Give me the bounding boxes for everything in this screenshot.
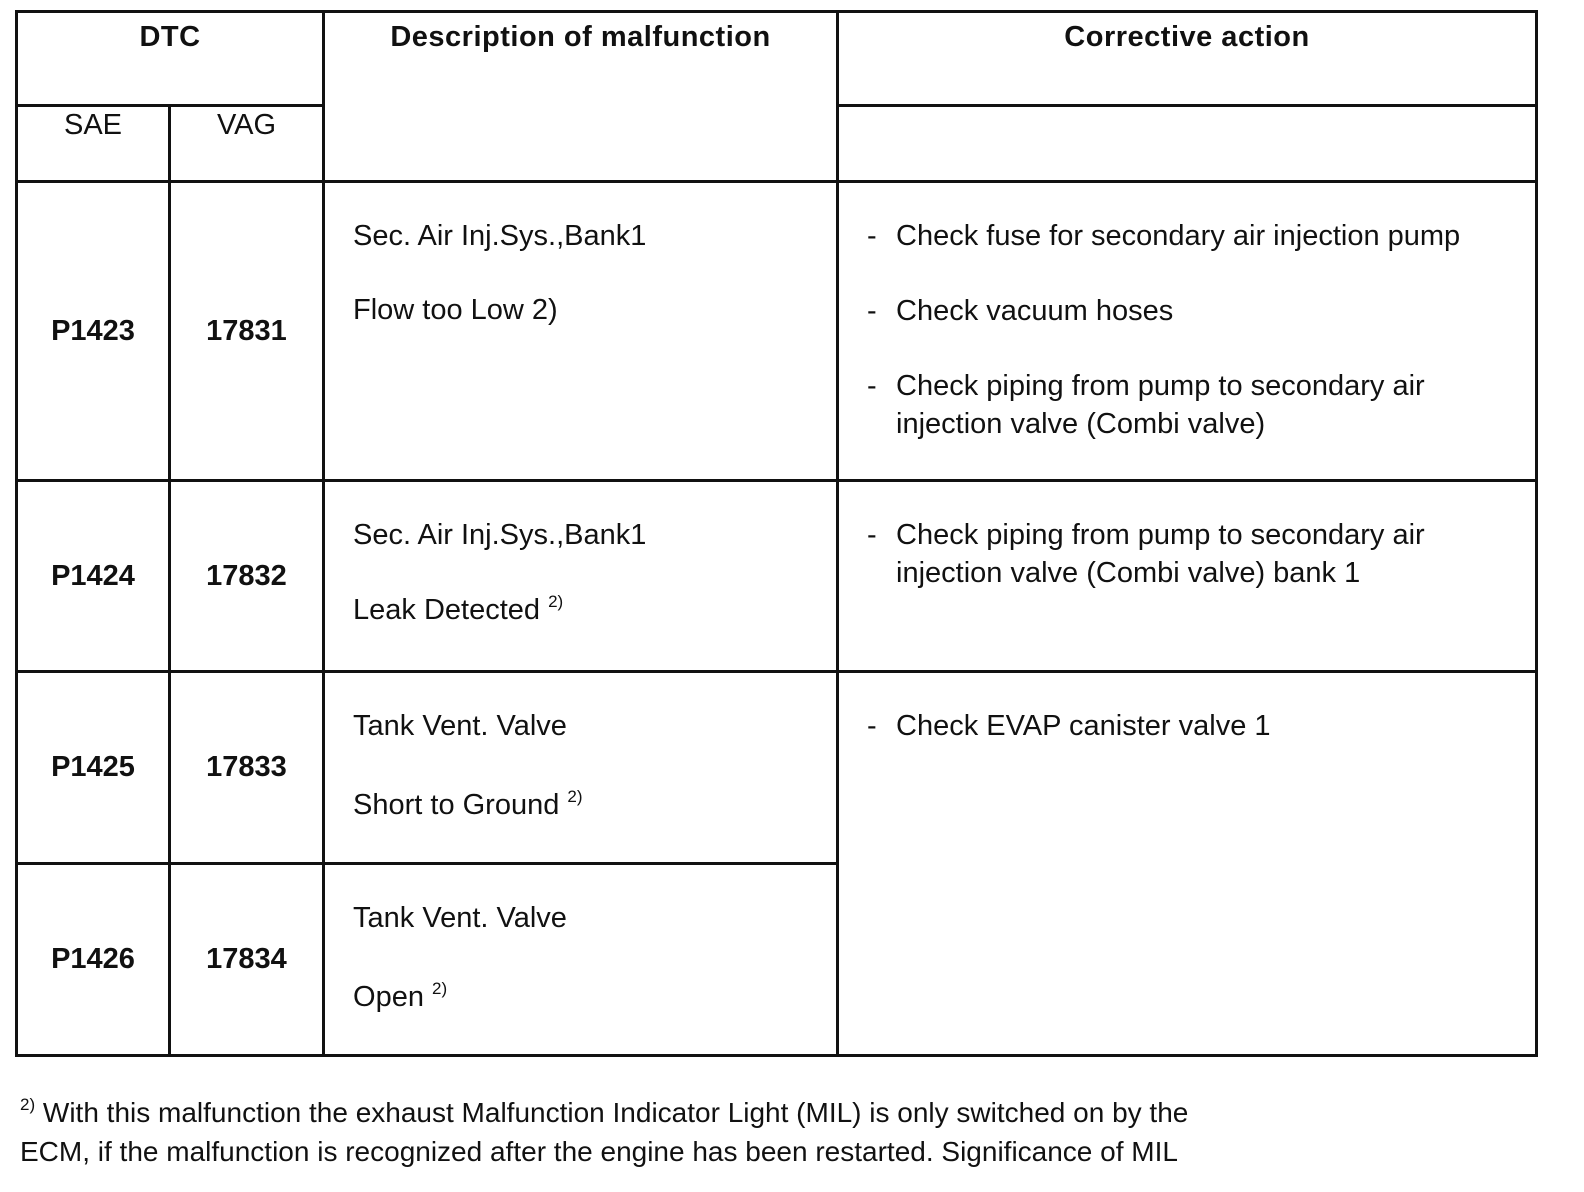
header-row xyxy=(17,12,1537,106)
corrective-action xyxy=(838,672,1537,1056)
description-line: Sec. Air Inj.Sys.,Bank1 xyxy=(353,220,647,252)
dash-bullet: - xyxy=(867,295,877,327)
description-line xyxy=(353,293,836,327)
description-line xyxy=(353,593,836,627)
action-text: Check piping from pump to secondary air injection valve (Combi valve) bank 1 xyxy=(896,519,1425,589)
malfunction-description xyxy=(324,864,838,1056)
header-vag: VAG xyxy=(170,106,324,182)
header-dtc: DTC xyxy=(17,12,324,106)
malfunction-description xyxy=(324,182,838,481)
description-line xyxy=(353,788,836,822)
dash-bullet: - xyxy=(867,710,877,742)
header-action-empty xyxy=(838,106,1537,182)
action-item xyxy=(867,292,1525,330)
description-line: Sec. Air Inj.Sys.,Bank1 xyxy=(353,519,647,551)
header-sae: SAE xyxy=(17,106,170,182)
action-text: Check piping from pump to secondary air injection valve (Combi valve) xyxy=(896,370,1425,440)
description-text: Leak Detected xyxy=(353,594,541,626)
table-row xyxy=(17,182,1537,481)
description-text: Open xyxy=(353,981,424,1013)
action-item xyxy=(867,707,1525,745)
footnote xyxy=(20,1093,1380,1171)
description-line: Tank Vent. Valve xyxy=(353,710,567,742)
dtc-table xyxy=(15,10,1538,1057)
sae-code: P1425 xyxy=(17,672,170,864)
footnote-marker: 2) xyxy=(567,787,583,806)
sae-code: P1424 xyxy=(17,481,170,672)
action-item xyxy=(867,516,1525,592)
dash-bullet: - xyxy=(867,370,877,402)
vag-code: 17834 xyxy=(170,864,324,1056)
dash-bullet: - xyxy=(867,519,877,551)
footnote-marker: 2) xyxy=(548,592,564,611)
corrective-action xyxy=(838,182,1537,481)
footnote-marker: 2) xyxy=(20,1095,36,1114)
sae-code: P1423 xyxy=(17,182,170,481)
header-corrective-action: Corrective action xyxy=(838,12,1537,106)
footnote-text: ECM, if the malfunction is recognized after the engine has been restarted. Significance of MIL xyxy=(20,1136,1178,1167)
dash-bullet: - xyxy=(867,220,877,252)
table-row xyxy=(17,672,1537,864)
vag-code: 17831 xyxy=(170,182,324,481)
action-text: Check fuse for secondary air injection pump xyxy=(896,220,1461,252)
header-description: Description of malfunction xyxy=(324,12,838,182)
action-item xyxy=(867,367,1525,443)
malfunction-description xyxy=(324,481,838,672)
footnote-line xyxy=(20,1097,1188,1128)
action-text: Check vacuum hoses xyxy=(896,295,1174,327)
footnote-text: With this malfunction the exhaust Malfunction Indicator Light (MIL) is only switched on by the xyxy=(42,1097,1189,1128)
description-text: Flow too Low 2) xyxy=(353,294,558,326)
description-text: Short to Ground xyxy=(353,789,560,821)
footnote-marker: 2) xyxy=(432,979,448,998)
description-line: Tank Vent. Valve xyxy=(353,902,567,934)
vag-code: 17832 xyxy=(170,481,324,672)
sae-code: P1426 xyxy=(17,864,170,1056)
description-line xyxy=(353,980,836,1014)
table-row xyxy=(17,481,1537,672)
corrective-action xyxy=(838,481,1537,672)
action-item xyxy=(867,217,1525,255)
vag-code: 17833 xyxy=(170,672,324,864)
malfunction-description xyxy=(324,672,838,864)
action-text: Check EVAP canister valve 1 xyxy=(896,710,1271,742)
